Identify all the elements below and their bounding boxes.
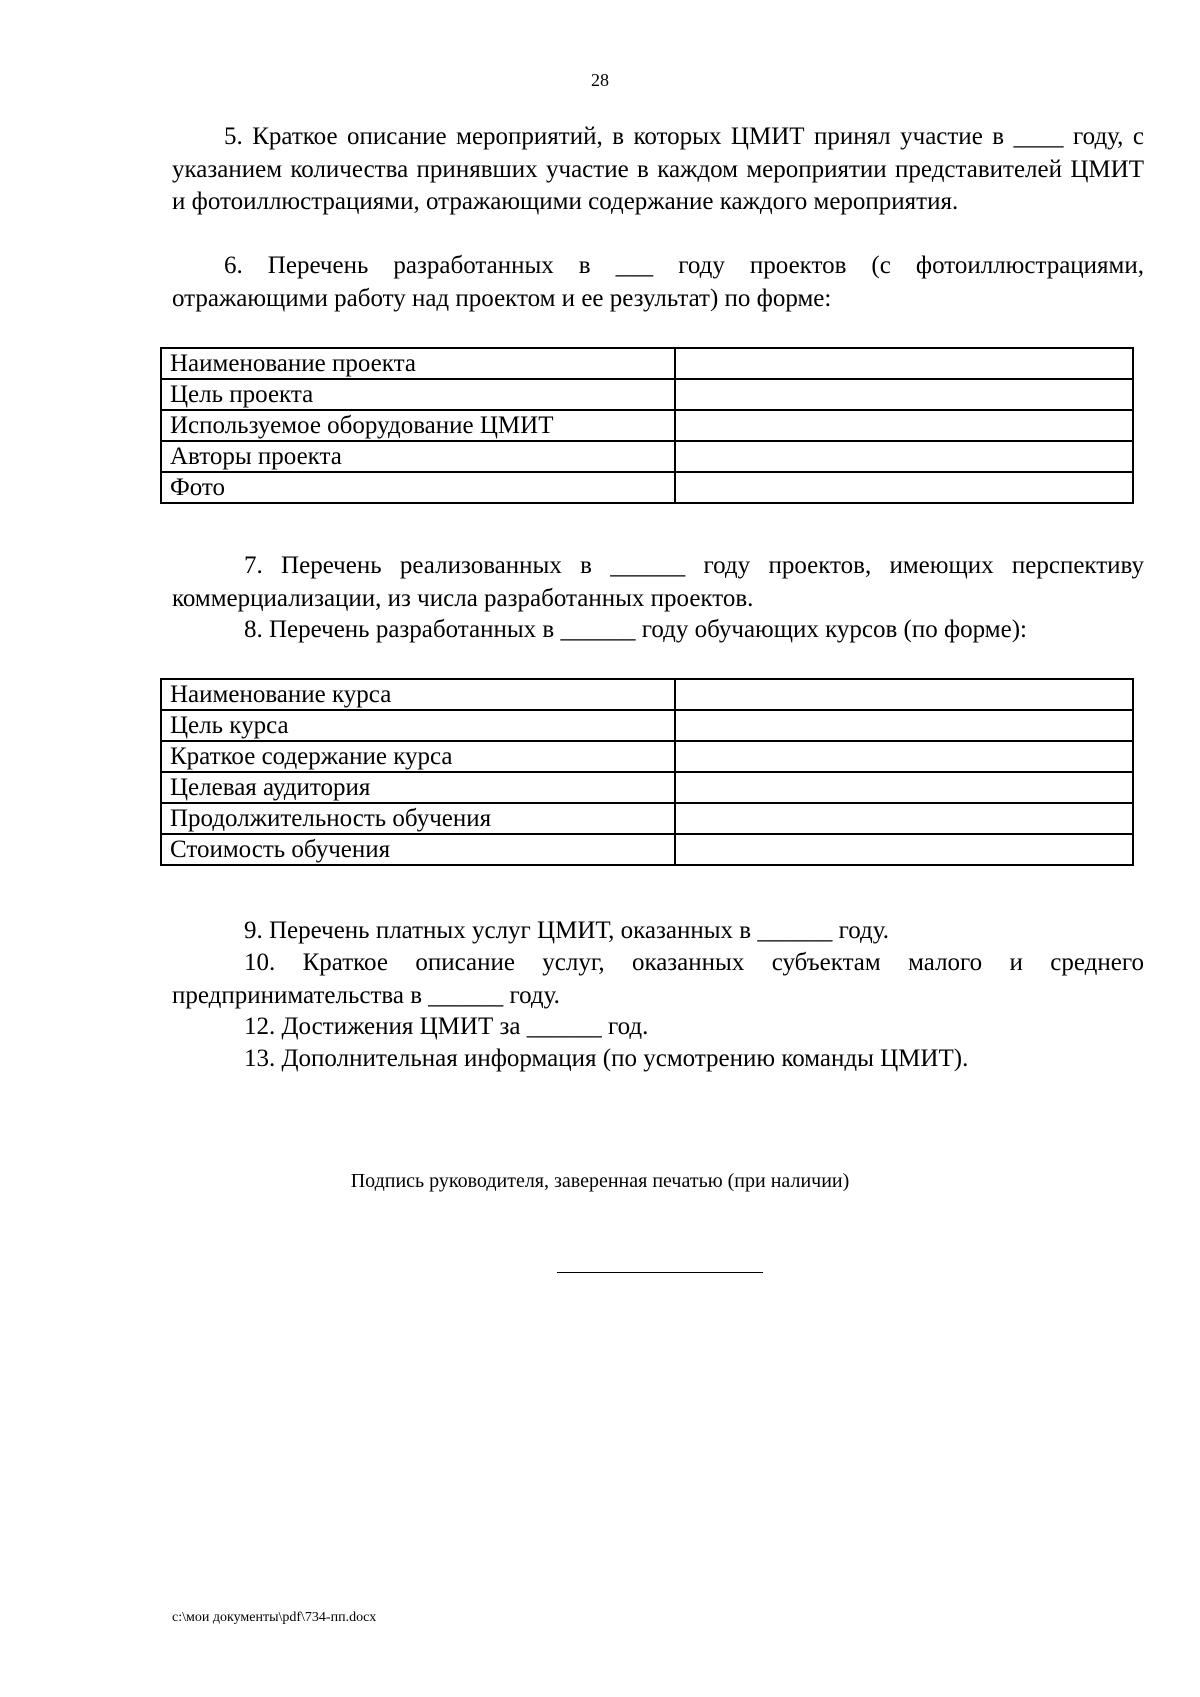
signature-caption: Подпись руководителя, заверенная печатью (при наличии) — [350, 1170, 850, 1192]
paragraph-5: 5. Краткое описание мероприятий, в которых ЦМИТ принял участие в ____ году, с указанием количества принявших участие в каждом мероприятии представителей ЦМИТ и фотоиллюстрациями, отражающими содержание каждого мероприятия. — [172, 123, 1144, 215]
paragraph-13: 13. Дополнительная информация (по усмотрению команды ЦМИТ). — [244, 1045, 969, 1072]
project-table-label: Цель проекта — [161, 379, 675, 410]
table-row — [161, 679, 1133, 710]
table-row — [161, 472, 1133, 503]
course-table-label: Наименование курса — [161, 679, 675, 710]
table-row — [161, 379, 1133, 410]
course-table-label: Краткое содержание курса — [161, 741, 675, 772]
course-table-label: Целевая аудитория — [161, 772, 675, 803]
project-table-label: Наименование проекта — [161, 348, 675, 379]
paragraph-10: 10. Краткое описание услуг, оказанных субъектам малого и среднего предпринимательства в ______ году. — [172, 949, 1144, 1009]
paragraph-6: 6. Перечень разработанных в ___ году проектов (с фотоиллюстрациями, отражающими работу над проектом и ее результат) по форме: — [172, 252, 1144, 312]
table-row — [161, 772, 1133, 803]
page-number: 28 — [591, 70, 609, 90]
course-form-table — [160, 678, 1134, 866]
course-table-value — [675, 741, 1133, 772]
paragraph-7: 7. Перечень реализованных в ______ году проектов, имеющих перспективу коммерциализации, из числа разработанных проектов. — [172, 552, 1144, 612]
course-table-value — [675, 710, 1133, 741]
table-row — [161, 803, 1133, 834]
table-row — [161, 710, 1133, 741]
table-row — [161, 834, 1133, 865]
course-table-value — [675, 803, 1133, 834]
course-table-label: Цель курса — [161, 710, 675, 741]
project-table-label: Используемое оборудование ЦМИТ — [161, 410, 675, 441]
project-table-value — [675, 441, 1133, 472]
signature-line — [557, 1272, 763, 1273]
paragraph-12: 12. Достижения ЦМИТ за ______ год. — [244, 1013, 649, 1040]
project-table-label: Авторы проекта — [161, 441, 675, 472]
table-row — [161, 410, 1133, 441]
paragraph-8: 8. Перечень разработанных в ______ году обучающих курсов (по форме): — [244, 616, 1027, 643]
project-table-value — [675, 472, 1133, 503]
project-form-table — [160, 347, 1134, 504]
footer-file-path: c:\мои документы\pdf\734-пп.docx — [172, 1610, 377, 1625]
table-row — [161, 348, 1133, 379]
project-table-value — [675, 348, 1133, 379]
table-row — [161, 741, 1133, 772]
paragraph-9: 9. Перечень платных услуг ЦМИТ, оказанных в ______ году. — [244, 917, 889, 944]
course-table-label: Продолжительность обучения — [161, 803, 675, 834]
project-table-value — [675, 410, 1133, 441]
table-row — [161, 441, 1133, 472]
course-table-value — [675, 679, 1133, 710]
course-table-value — [675, 772, 1133, 803]
course-table-label: Стоимость обучения — [161, 834, 675, 865]
course-table-value — [675, 834, 1133, 865]
project-table-value — [675, 379, 1133, 410]
project-table-label: Фото — [161, 472, 675, 503]
